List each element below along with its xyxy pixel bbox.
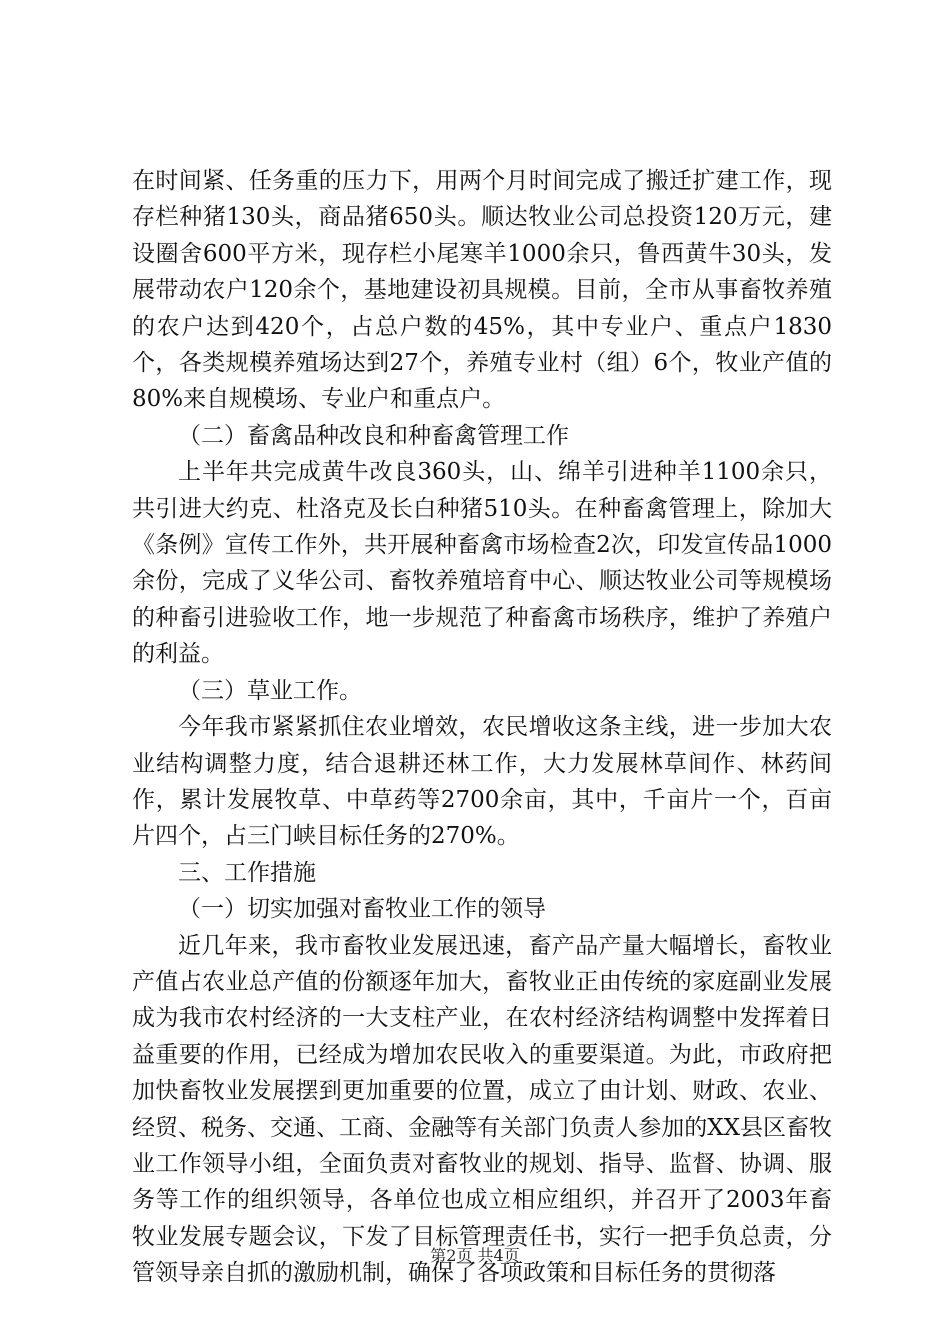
section-heading-leadership: （一）切实加强对畜牧业工作的领导 <box>178 896 546 923</box>
document-body <box>132 163 832 1292</box>
section-heading-grass-industry: （三）草业工作。 <box>178 677 362 704</box>
paragraph-grass-industry: 今年我市紧紧抓住农业增效，农民增收这条主线，进一步加大农业结构调整力度，结合退耕还林工作，大力发展林草间作、林药间作，累计发展牧草、中草药等2700余亩，其中，千亩片一个，百亩片四个，占三门峡目标任务的270%。 <box>132 714 832 850</box>
page-footer: 第2页 共4页 <box>430 1246 520 1265</box>
paragraph-breed-improvement: 上半年共完成黄牛改良360头，山、绵羊引进种羊1100余只，共引进大约克、杜洛克及长白种猪510头。在种畜禽管理上，除加大《条例》宣传工作外，共开展种畜禽市场检查2次，印发宣传品1000余份，完成了义华公司、畜牧养殖培育中心、顺达牧业公司等规模场的种畜引进验收工作，地一步规范了种畜禽市场秩序，维护了养殖户的利益。 <box>132 459 832 668</box>
section-heading-breed-improvement: （二）畜禽品种改良和种畜禽管理工作 <box>178 422 569 449</box>
paragraph-continued: 在时间紧、任务重的压力下，用两个月时间完成了搬迁扩建工作，现存栏种猪130头，商品猪650头。顺达牧业公司总投资120万元，建设圈舍600平方米，现存栏小尾寒羊1000余只，鲁西黄牛30头，发展带动农户120余个，基地建设初具规模。目前，全市从事畜牧养殖的农户达到420个，占总户数的45%，其中专业户、重点户1830个，各类规模养殖场达到27个，养殖专业村（组）6个，牧业产值的80%来自规模场、专业户和重点户。 <box>132 168 832 413</box>
paragraph-leadership: 近几年来，我市畜牧业发展迅速，畜产品产量大幅增长，畜牧业产值占农业总产值的份额逐年加大，畜牧业正由传统的家庭副业发展成为我市农村经济的一大支柱产业，在农村经济结构调整中发挥着日益重要的作用，已经成为增加农民收入的重要渠道。为此，市政府把加快畜牧业发展摆到更加重要的位置，成立了由计划、财政、农业、经贸、税务、交通、工商、金融等有关部门负责人参加的XX县区畜牧业工作领导小组，全面负责对畜牧业的规划、指导、监督、协调、服务等工作的组织领导，各单位也成立相应组织，并召开了2003年畜牧业发展专题会议，下发了目标管理责任书，实行一把手负总责，分管领导亲自抓的激励机制，确保了各项政策和目标任务的贯彻落 <box>132 932 832 1287</box>
section-heading-work-measures: 三、工作措施 <box>178 859 316 886</box>
